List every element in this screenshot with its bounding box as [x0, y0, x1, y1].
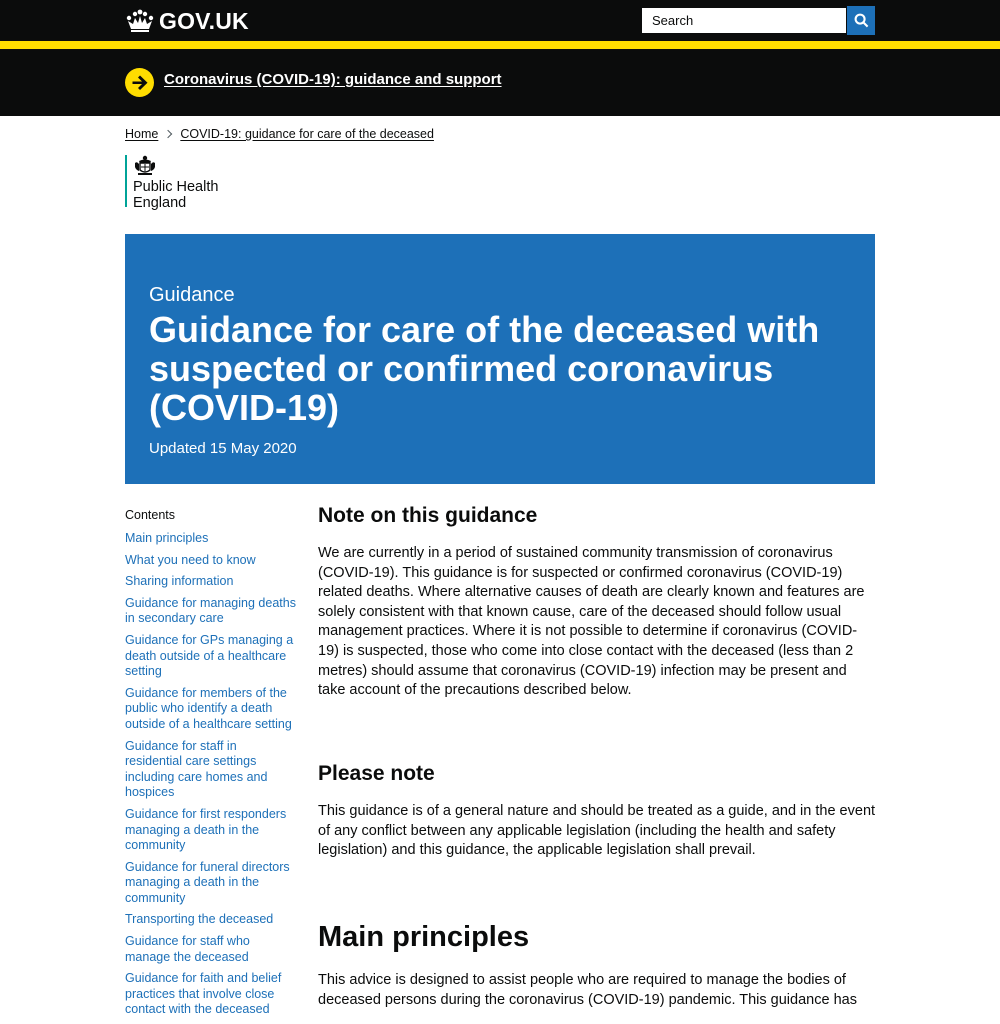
contents-link-transporting[interactable]: Transporting the deceased: [125, 912, 274, 927]
document-type: Guidance: [149, 284, 235, 306]
breadcrumb-home[interactable]: Home: [125, 127, 159, 141]
contents-link-secondary-care[interactable]: Guidance for managing deaths in secondary care: [125, 595, 296, 626]
contents-item[interactable]: [125, 739, 297, 801]
page-title: Guidance for care of the deceased with suspected or confirmed coronavirus (COVID-19): [149, 309, 820, 428]
contents-item[interactable]: [125, 531, 297, 547]
contents-item[interactable]: [125, 860, 297, 907]
contents-link-what-you-need-to-know[interactable]: What you need to know: [125, 552, 256, 567]
contents-link-staff-manage-deceased[interactable]: Guidance for staff who manage the deceased: [125, 934, 250, 964]
royal-crest-icon: [133, 155, 157, 177]
contents-link-first-responders[interactable]: Guidance for first responders managing a death in the community: [125, 806, 287, 853]
contents-link-residential-care[interactable]: Guidance for staff in residential care settings including care homes and hospices: [125, 738, 268, 800]
main-principles-paragraph: This advice is designed to assist people who are required to manage the bodies of deceased persons during the coronavirus (COVID-19) pandemic. This guidance has: [318, 972, 857, 1008]
logo-text: GOV.UK: [159, 7, 249, 34]
contents-link-members-of-public[interactable]: Guidance for members of the public who identify a death outside of a healthcare setting: [125, 685, 292, 731]
coronavirus-banner: [0, 49, 1000, 116]
contents-link-main-principles[interactable]: Main principles: [125, 531, 209, 545]
search-icon: [854, 13, 869, 28]
please-note-paragraph: This guidance is of a general nature and should be treated as a guide, and in the event of any conflict between any applicable legislation (including the health and safety legislation) and this guidance, the applicable legislation shall prevail.: [318, 803, 876, 859]
contents-item[interactable]: [125, 596, 297, 627]
chevron-right-icon: [164, 130, 172, 138]
contents-link-faith-belief[interactable]: Guidance for faith and belief practices that involve close contact with the deceased: [125, 971, 282, 1017]
contents-item[interactable]: [125, 912, 297, 928]
contents-item[interactable]: [125, 574, 297, 590]
arrow-right-icon: [125, 68, 154, 97]
main-principles-heading: Main principles: [318, 921, 530, 953]
contents-heading: Contents: [125, 508, 176, 522]
contents-item[interactable]: [125, 971, 297, 1018]
contents-link-gps[interactable]: Guidance for GPs managing a death outside of a healthcare setting: [125, 632, 294, 679]
contents-list: [125, 531, 297, 1018]
breadcrumb: [125, 127, 434, 141]
contents-item[interactable]: [125, 686, 297, 733]
please-note-heading: Please note: [318, 762, 435, 785]
contents-link-funeral-directors[interactable]: Guidance for funeral directors managing a death in the community: [125, 859, 290, 905]
organisation-name-line2: England: [133, 195, 187, 211]
organisation-name-line1: Public Health: [133, 179, 219, 195]
organisation-logo[interactable]: [125, 155, 219, 211]
contents-nav: [125, 508, 297, 1024]
govuk-logo-link[interactable]: [125, 8, 249, 34]
site-header: [0, 0, 1000, 41]
note-heading: Note on this guidance: [318, 504, 538, 527]
contents-item[interactable]: [125, 553, 297, 569]
updated-date: Updated 15 May 2020: [149, 440, 297, 457]
search-input[interactable]: [640, 6, 848, 35]
breadcrumb-covid-guidance[interactable]: COVID-19: guidance for care of the deceased: [180, 127, 434, 141]
title-block: [125, 234, 875, 484]
search-button[interactable]: [847, 6, 875, 35]
contents-item[interactable]: [125, 807, 297, 854]
contents-item[interactable]: [125, 633, 297, 680]
contents-item[interactable]: [125, 934, 297, 965]
contents-link-sharing-information[interactable]: Sharing information: [125, 574, 234, 589]
crown-icon: [125, 9, 155, 33]
coronavirus-guidance-link[interactable]: Coronavirus (COVID-19): guidance and support: [164, 71, 502, 88]
note-paragraph: We are currently in a period of sustained community transmission of coronavirus (COVID-19). This guidance is for suspected or confirmed coronavirus (COVID-19) related deaths. Where alternative causes of death are clearly known and features are solely consistent with that known cause, care of the deceased should follow usual management practices. Where it is not possible to determine if coronavirus (COVID-19) is suspected, those who come into close contact with the deceased (less than 2 metres) should assume that coronavirus (COVID-19) infection may be present and take account of the precautions described below.: [318, 545, 865, 699]
header-accent-bar: [0, 41, 1000, 49]
